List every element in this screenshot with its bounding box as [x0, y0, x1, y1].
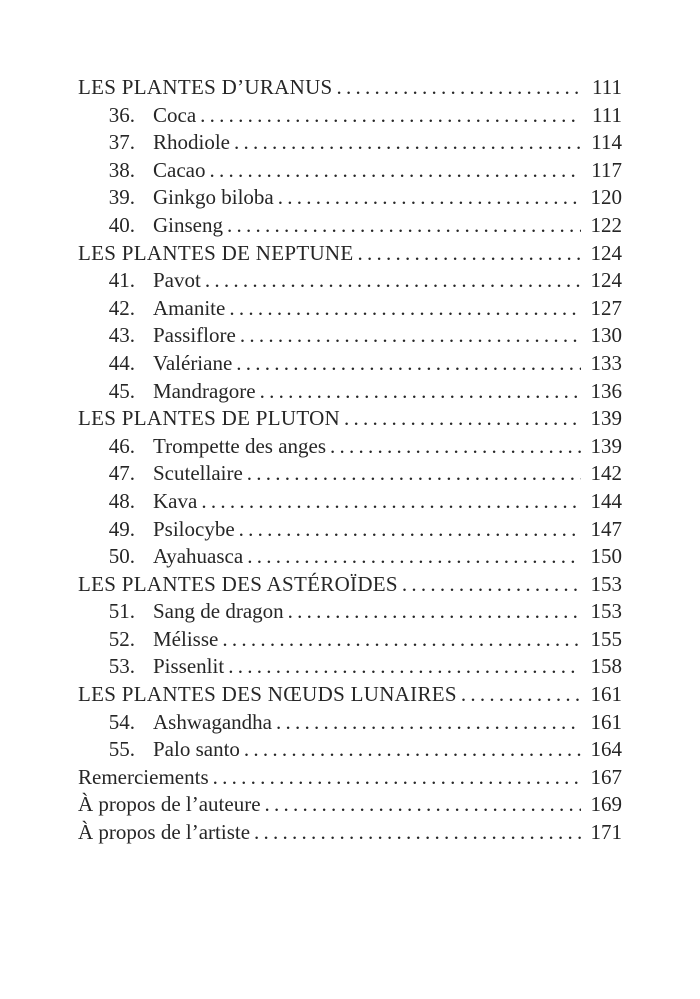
page-number: 161: [590, 682, 622, 707]
dot-leader: [344, 405, 581, 433]
page-number: 153: [590, 599, 622, 624]
dot-leader: [265, 791, 581, 819]
toc-entry: [78, 681, 622, 709]
entry-title: Valériane: [153, 350, 233, 375]
dot-leader: [288, 598, 581, 626]
entry-title: Palo santo: [153, 737, 240, 762]
entry-title: Rhodiole: [153, 130, 230, 155]
page-number: 111: [592, 102, 622, 127]
chapter-number: 52.: [108, 626, 135, 651]
entry-title: Coca: [153, 102, 197, 127]
page-number: 171: [590, 820, 622, 845]
dot-leader: [239, 516, 581, 544]
chapter-number: 44.: [108, 350, 135, 375]
chapter-number: 54.: [108, 709, 135, 734]
toc-entry: [78, 571, 622, 599]
page-number: 133: [590, 350, 622, 375]
dot-leader: [227, 212, 581, 240]
page-number: 142: [590, 461, 622, 486]
dot-leader: [244, 736, 581, 764]
page-number: 155: [590, 626, 622, 651]
chapter-number: 55.: [108, 737, 135, 762]
dot-leader: [234, 129, 581, 157]
page-number: 127: [590, 295, 622, 320]
toc-entry: [78, 653, 622, 681]
toc-list: [78, 74, 622, 847]
entry-title: Ayahuasca: [153, 544, 244, 569]
chapter-number: 48.: [108, 488, 135, 513]
entry-title: Trompette des anges: [153, 433, 327, 458]
entry-title: LES PLANTES DE PLUTON: [78, 406, 341, 431]
entry-title: Amanite: [153, 295, 226, 320]
dot-leader: [337, 74, 581, 102]
page-number: 130: [590, 323, 622, 348]
entry-title: Mandragore: [153, 378, 256, 403]
dot-leader: [240, 322, 581, 350]
page-number: 164: [590, 737, 622, 762]
toc-entry: [78, 405, 622, 433]
chapter-number: 40.: [108, 212, 135, 237]
dot-leader: [276, 709, 581, 737]
entry-title: Ginseng: [153, 212, 223, 237]
chapter-number: 49.: [108, 516, 135, 541]
chapter-number: 53.: [108, 654, 135, 679]
page-number: 124: [590, 240, 622, 265]
toc-entry: [78, 460, 622, 488]
entry-title: LES PLANTES DES ASTÉROÏDES: [78, 571, 398, 596]
dot-leader: [229, 295, 581, 323]
page-number: 136: [590, 378, 622, 403]
chapter-number: 50.: [108, 544, 135, 569]
toc-entry: [78, 736, 622, 764]
dot-leader: [278, 184, 581, 212]
dot-leader: [201, 488, 581, 516]
toc-entry: [78, 709, 622, 737]
dot-leader: [222, 626, 581, 654]
dot-leader: [236, 350, 581, 378]
dot-leader: [209, 157, 581, 185]
chapter-number: 37.: [108, 130, 135, 155]
entry-title: LES PLANTES D’URANUS: [78, 75, 333, 99]
chapter-number: 43.: [108, 323, 135, 348]
chapter-number: 38.: [108, 157, 135, 182]
entry-title: Kava: [153, 488, 198, 513]
toc-entry: [78, 129, 622, 157]
toc-entry: [78, 74, 622, 102]
toc-entry: [78, 598, 622, 626]
page-number: 158: [590, 654, 622, 679]
dot-leader: [213, 764, 581, 792]
chapter-number: 51.: [108, 599, 135, 624]
dot-leader: [254, 819, 581, 847]
dot-leader: [260, 378, 581, 406]
dot-leader: [205, 267, 581, 295]
entry-title: Ashwagandha: [153, 709, 272, 734]
page-number: 139: [590, 406, 622, 431]
toc-entry: [78, 764, 622, 792]
entry-title: Mélisse: [153, 626, 219, 651]
entry-title: Ginkgo biloba: [153, 185, 274, 210]
page-number: 117: [591, 157, 622, 182]
chapter-number: 36.: [108, 102, 135, 127]
entry-title: Pissenlit: [153, 654, 225, 679]
page-number: 139: [590, 433, 622, 458]
page-number: 120: [590, 185, 622, 210]
entry-title: LES PLANTES DES NŒUDS LUNAIRES: [78, 682, 457, 707]
toc-entry: [78, 488, 622, 516]
dot-leader: [200, 102, 581, 130]
page-number: 161: [590, 709, 622, 734]
chapter-number: 46.: [108, 433, 135, 458]
page-number: 111: [592, 75, 622, 99]
dot-leader: [461, 681, 581, 709]
entry-title: Remerciements: [78, 764, 209, 789]
page-number: 169: [590, 792, 622, 817]
page-number: 167: [590, 764, 622, 789]
page-number: 122: [590, 212, 622, 237]
entry-title: À propos de l’auteure: [78, 792, 261, 817]
chapter-number: 45.: [108, 378, 135, 403]
toc-entry: [78, 212, 622, 240]
entry-title: Passiflore: [153, 323, 236, 348]
chapter-number: 47.: [108, 461, 135, 486]
toc-entry: [78, 157, 622, 185]
entry-title: Psilocybe: [153, 516, 235, 541]
dot-leader: [330, 433, 581, 461]
toc-entry: [78, 350, 622, 378]
chapter-number: 41.: [108, 268, 135, 293]
toc-entry: [78, 295, 622, 323]
page-number: 153: [590, 571, 622, 596]
entry-title: Scutellaire: [153, 461, 243, 486]
dot-leader: [247, 460, 581, 488]
toc-entry: [78, 543, 622, 571]
chapter-number: 42.: [108, 295, 135, 320]
toc-entry: [78, 322, 622, 350]
toc-entry: [78, 378, 622, 406]
toc-entry: [78, 240, 622, 268]
dot-leader: [402, 571, 581, 599]
toc-entry: [78, 433, 622, 461]
chapter-number: 39.: [108, 185, 135, 210]
dot-leader: [358, 240, 581, 268]
entry-title: Pavot: [153, 268, 201, 293]
page-number: 124: [590, 268, 622, 293]
entry-title: LES PLANTES DE NEPTUNE: [78, 240, 354, 265]
toc-entry: [78, 102, 622, 130]
toc-entry: [78, 516, 622, 544]
dot-leader: [228, 653, 581, 681]
entry-title: Sang de dragon: [153, 599, 284, 624]
page-number: 147: [590, 516, 622, 541]
page-number: 144: [590, 488, 622, 513]
toc-entry: [78, 819, 622, 847]
toc-entry: [78, 791, 622, 819]
page-number: 114: [591, 130, 622, 155]
toc-entry: [78, 626, 622, 654]
dot-leader: [247, 543, 581, 571]
toc-entry: [78, 267, 622, 295]
toc-entry: [78, 184, 622, 212]
entry-title: À propos de l’artiste: [78, 820, 251, 845]
page-number: 150: [590, 544, 622, 569]
entry-title: Cacao: [153, 157, 206, 182]
